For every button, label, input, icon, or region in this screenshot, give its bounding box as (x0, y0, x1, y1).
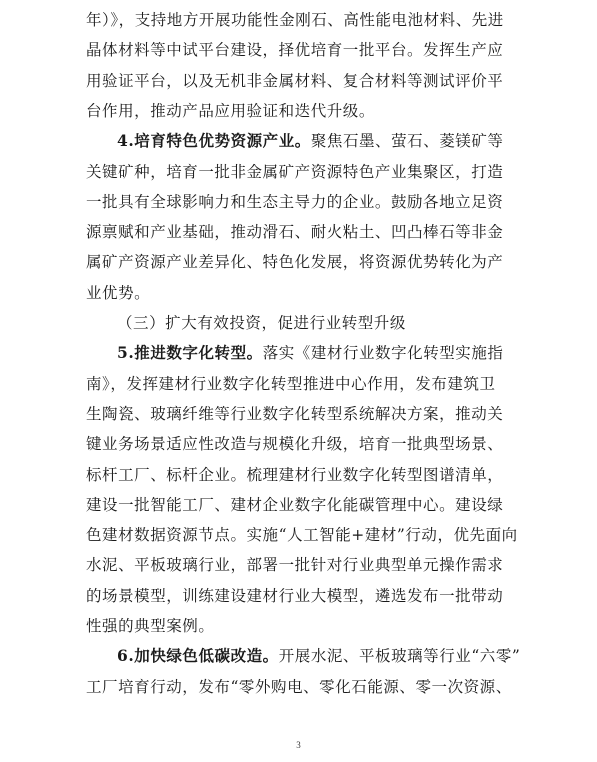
text-line (117, 640, 526, 672)
text-line (86, 4, 526, 36)
text-line (86, 95, 526, 127)
line-text: 标杆工厂、标杆企业。梳理建材行业数字化转型图谱清单， (86, 465, 504, 484)
text-line (86, 459, 526, 491)
text-line (86, 610, 526, 642)
text-line (86, 216, 526, 248)
line-text: 键业务场景适应性改造与规模化升级，培育一批典型场景、 (86, 435, 504, 454)
line-text: 的场景模型，训练建设建材行业大模型，遴选发布一批带动 (86, 586, 504, 605)
text-line (86, 489, 526, 521)
line-text: 落实《建材行业数字化转型实施指 (262, 344, 504, 363)
text-line (86, 186, 526, 218)
section-heading: 4.培育特色优势资源产业。 (117, 131, 311, 151)
text-line (86, 519, 526, 551)
section-heading: 6.加快绿色低碳改造。 (117, 646, 279, 666)
line-text: 业优势。 (86, 283, 151, 302)
line-text: 一批具有全球影响力和生态主导力的企业。鼓励各地立足资 (86, 192, 504, 211)
line-text: 建设一批智能工厂、建材企业数字化能碳管理中心。建设绿 (86, 495, 504, 514)
text-line (86, 549, 526, 581)
text-line (86, 398, 526, 430)
text-line (86, 156, 526, 188)
line-text: 台作用，推动产品应用验证和迭代升级。 (86, 101, 375, 120)
text-line (117, 125, 526, 157)
text-line (86, 246, 526, 278)
section-heading: 5.推进数字化转型。 (117, 343, 263, 363)
text-line (86, 277, 526, 309)
line-text: 晶体材料等中试平台建设，择优培育一批平台。发挥生产应 (86, 41, 504, 60)
line-text: 属矿产资源产业差异化、特色化发展，将资源优势转化为产 (86, 253, 504, 272)
line-text: 开展水泥、平板玻璃等行业“六零” (278, 647, 521, 666)
text-line (86, 368, 526, 400)
line-text: 南》，发挥建材行业数字化转型推进中心作用，发布建筑卫 (86, 374, 496, 393)
line-text: 聚焦石墨、萤石、菱镁矿等 (310, 132, 504, 151)
page-number: 3 (296, 740, 301, 750)
line-text: 源禀赋和产业基础，推动滑石、耐火粘土、凹凸棒石等非金 (86, 223, 504, 242)
line-text: 工厂培育行动，发布“零外购电、零化石能源、零一次资源、 (86, 677, 512, 696)
line-text: 生陶瓷、玻璃纤维等行业数字化转型系统解决方案，推动关 (86, 404, 504, 423)
line-text: 性强的典型案例。 (86, 617, 215, 635)
text-line (86, 671, 526, 703)
text-line (86, 34, 526, 66)
text-line (86, 428, 526, 460)
text-line (117, 337, 526, 369)
line-text: 关键矿种，培育一批非金属矿产资源特色产业集聚区，打造 (86, 162, 504, 181)
line-text: （三）扩大有效投资，促进行业转型升级 (117, 314, 406, 332)
text-line (117, 307, 526, 339)
text-line (86, 580, 526, 612)
line-text: 用验证平台，以及无机非金属材料、复合材料等测试评价平 (86, 71, 504, 90)
line-text: 水泥、平板玻璃行业，部署一批针对行业典型单元操作需求 (86, 556, 504, 575)
text-line (86, 65, 526, 97)
line-text: 年）》，支持地方开展功能性金刚石、高性能电池材料、先进 (86, 11, 504, 29)
line-text: 色建材数据资源节点。实施“人工智能+建材”行动，优先面向 (86, 526, 518, 545)
